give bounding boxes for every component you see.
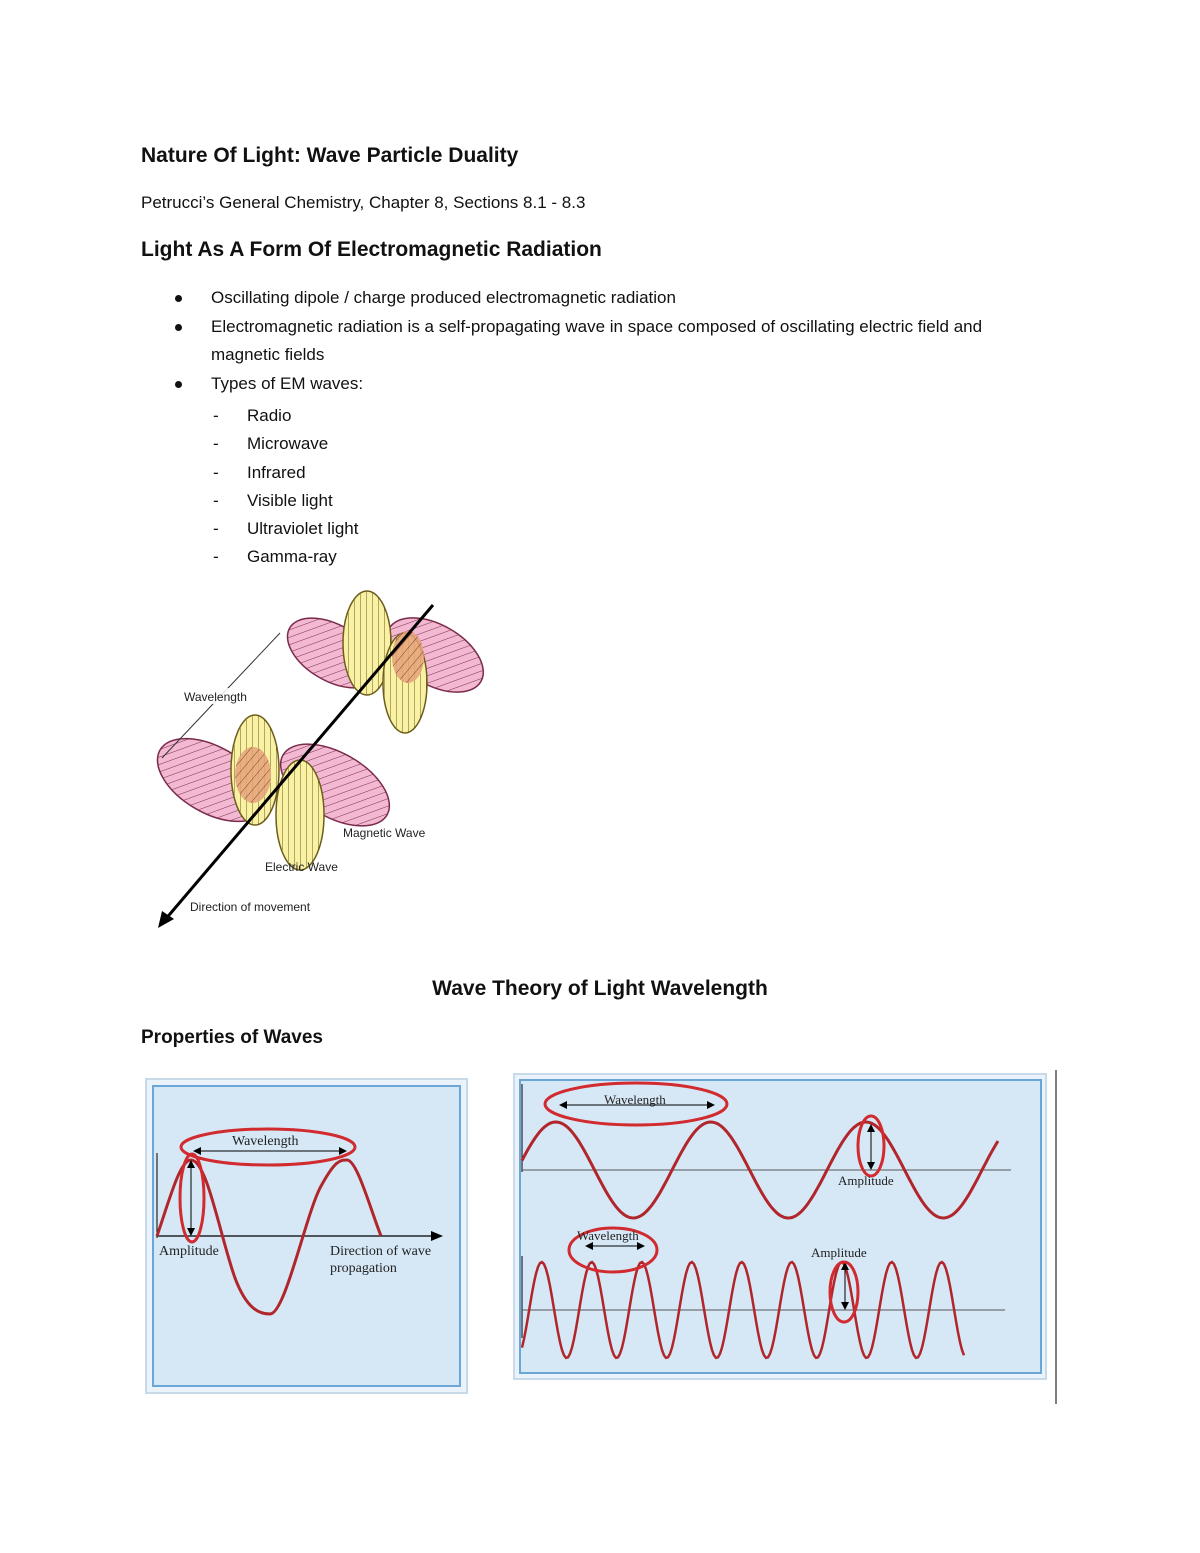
section-heading-em-radiation: Light As A Form Of Electromagnetic Radiation xyxy=(141,238,602,261)
wave-figure-comparison xyxy=(513,1068,1059,1404)
bullet-list xyxy=(172,284,1052,398)
bullet-text: Oscillating dipole / charge produced electromagnetic radiation xyxy=(211,288,676,307)
section-heading-wave-theory: Wave Theory of Light Wavelength xyxy=(432,977,768,1000)
top-wavelength-label: Wavelength xyxy=(604,1092,666,1107)
em-type: Visible light xyxy=(247,490,333,510)
wavelength-label: Wavelength xyxy=(184,690,247,704)
bullet-text: Types of EM waves: xyxy=(211,373,364,393)
list-item xyxy=(172,370,1052,399)
bullet-dot xyxy=(175,324,182,331)
em-type: Radio xyxy=(247,406,292,425)
wave-figure-single xyxy=(145,1078,468,1394)
bullet-dot xyxy=(175,381,182,388)
list-item: - Visible light xyxy=(213,490,333,510)
list-item: - Infrared xyxy=(213,462,306,482)
bottom-amplitude-label: Amplitude xyxy=(811,1245,867,1260)
overlap-region xyxy=(392,631,424,683)
bullet-text: Electromagnetic radiation is a self-propagating wave in space composed of oscillating electric field and magnetic fields xyxy=(211,316,983,364)
page-title: Nature Of Light: Wave Particle Duality xyxy=(141,144,519,167)
page-subtitle: Petrucci’s General Chemistry, Chapter 8, Sections 8.1 - 8.3 xyxy=(141,193,586,212)
list-item: - Microwave xyxy=(213,434,329,454)
electric-wave-label: Electric Wave xyxy=(265,860,338,874)
magnetic-wave-label: Magnetic Wave xyxy=(343,826,426,840)
bottom-wavelength-label: Wavelength xyxy=(577,1228,639,1243)
em-type: Ultraviolet light xyxy=(247,519,359,539)
em-wave-figure xyxy=(150,585,500,935)
list-item: - Radio xyxy=(213,406,292,425)
electric-lobe xyxy=(276,760,324,870)
list-item: - Gamma-ray xyxy=(213,547,337,567)
em-type: Gamma-ray xyxy=(247,547,337,567)
direction-label: Direction of movement xyxy=(190,900,311,914)
em-type: Infrared xyxy=(247,462,306,482)
em-types-list xyxy=(213,402,359,572)
direction-label: propagation xyxy=(330,1261,397,1276)
list-item: - Ultraviolet light xyxy=(213,519,359,539)
em-type: Microwave xyxy=(247,434,329,454)
amplitude-label: Amplitude xyxy=(159,1244,219,1259)
bullet-dot xyxy=(175,295,182,302)
section-heading-properties: Properties of Waves xyxy=(141,1027,323,1048)
direction-label: Direction of wave xyxy=(330,1244,432,1259)
wavelength-label: Wavelength xyxy=(232,1134,299,1149)
top-amplitude-label: Amplitude xyxy=(838,1173,894,1188)
overlap-region xyxy=(235,747,271,803)
list-item xyxy=(172,313,1052,370)
list-item xyxy=(172,284,1052,313)
